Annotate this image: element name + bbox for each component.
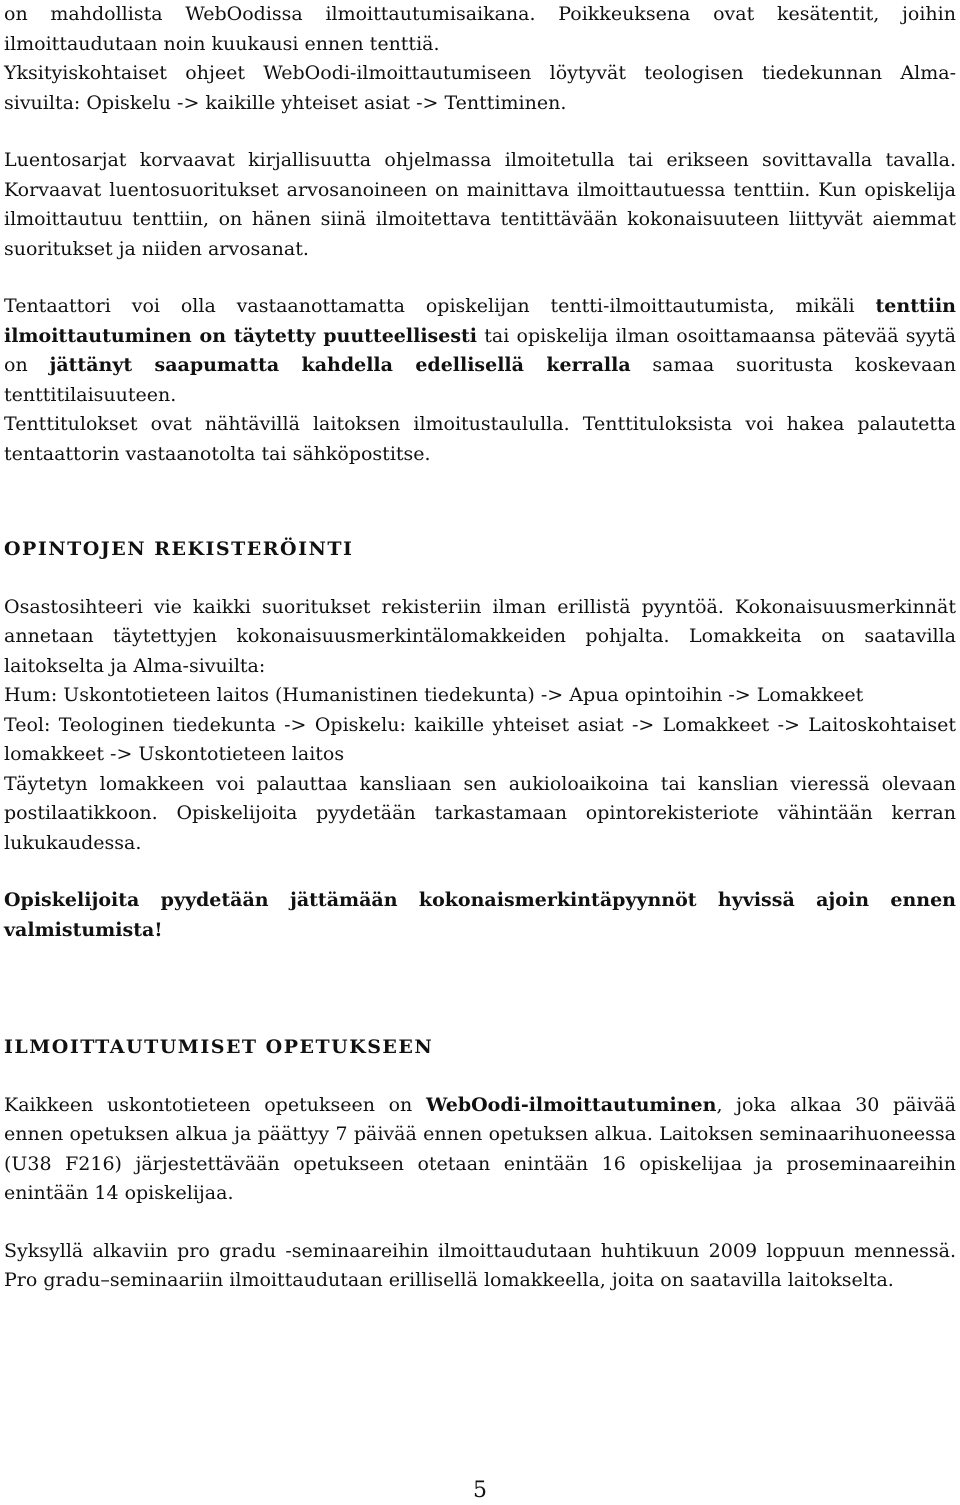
text-run: tai opiskelija ilman osoittamaansa pätevää syytä on: [4, 324, 956, 376]
intro-paragraph-1: on mahdollista WebOodissa ilmoittautumisaikana. Poikkeuksena ovat kesätentit, joihin ilmoittaudutaan noin kuukausi ennen tenttiä.: [4, 3, 956, 55]
bold-run: jättänyt saapumatta kahdella edellisellä kerralla: [49, 354, 631, 376]
registration-paragraph-1: Osastosihteeri vie kaikki suoritukset rekisteriin ilman erillistä pyyntöä. Kokonaisuusmerkinnät annetaan täytettyjen kokonaisuusmerkintälomakkeiden pohjalta. Lomakkeita on saatavilla laitokselta ja Alma-sivuilta:: [4, 595, 956, 677]
enrollment-paragraph-1: [4, 1091, 956, 1209]
text-run: Tentaattori voi olla vastaanottamatta opiskelijan tentti-ilmoittautumista, mikäli: [4, 295, 876, 317]
bold-run: WebOodi-ilmoittautuminen: [425, 1093, 717, 1116]
intro-paragraph-4: [4, 292, 956, 410]
document-page: [4, 0, 956, 1296]
registration-emphasis: [4, 886, 956, 945]
intro-paragraph-5: Tenttitulokset ovat nähtävillä laitoksen ilmoitustaululla. Tenttituloksista voi hakea palautetta tentaattorin vastaanotolta tai sähköpostitse.: [4, 413, 956, 465]
bold-run: tenttiin ilmoittautuminen on täytetty puutteellisesti: [4, 295, 956, 347]
enrollment-paragraph-2: Syksyllä alkaviin pro gradu -seminaareihin ilmoittaudutaan huhtikuun 2009 loppuun mennessä. Pro gradu–seminaariin ilmoittaudutaan erillisellä lomakkeella, joita on saatavilla laitokselta.: [4, 1239, 956, 1291]
enrollment-heading: ILMOITTAUTUMISET OPETUKSEEN: [4, 1036, 434, 1058]
registration-heading: OPINTOJEN REKISTERÖINTI: [4, 538, 354, 560]
text-run: Kaikkeen uskontotieteen opetukseen on: [4, 1093, 426, 1116]
registration-paragraph-2: Täytetyn lomakkeen voi palauttaa kansliaan sen aukioloaikoina tai kanslian vieressä olevaan postilaatikkoon. Opiskelijoita pyydetään tarkastamaan opintorekisteriote vähintään kerran lukukaudessa.: [4, 772, 956, 854]
page-number: 5: [473, 1478, 487, 1503]
text-run: , joka alkaa 30 päivää ennen opetuksen alkua ja päättyy 7 päivää ennen opetuksen alkua. Laitoksen seminaarihuoneessa (U38 F216) järjestettävään opetukseen otetaan enintään 16 opiskelijaa ja proseminaareihin enintään 14 opiskelijaa.: [4, 1093, 956, 1204]
bold-run: Opiskelijoita pyydetään jättämään kokonaismerkintäpyynnöt hyvissä ajoin ennen valmistumista!: [4, 889, 956, 941]
registration-hum-line: Hum: Uskontotieteen laitos (Humanistinen tiedekunta) -> Apua opintoihin -> Lomakkeet: [4, 684, 864, 706]
intro-paragraph-2: Yksityiskohtaiset ohjeet WebOodi-ilmoittautumiseen löytyvät teologisen tiedekunnan Alma-sivuilta: Opiskelu -> kaikille yhteiset asiat -> Tenttiminen.: [4, 62, 956, 114]
registration-teol-line: Teol: Teologinen tiedekunta -> Opiskelu: kaikille yhteiset asiat -> Lomakkeet -> Laitoskohtaiset lomakkeet -> Uskontotieteen laitos: [4, 713, 956, 765]
intro-paragraph-3: Luentosarjat korvaavat kirjallisuutta ohjelmassa ilmoitetulla tai erikseen sovittavalla tavalla. Korvaavat luentosuoritukset arvosanoineen on mainittava ilmoittautuessa tenttiin. Kun opiskelija ilmoittautuu tenttiin, on hänen siinä ilmoitettava tentittävään kokonaisuuteen liittyvät aiemmat suoritukset ja niiden arvosanat.: [4, 149, 956, 260]
text-run: samaa suoritusta koskevaan tenttitilaisuuteen.: [4, 354, 956, 406]
